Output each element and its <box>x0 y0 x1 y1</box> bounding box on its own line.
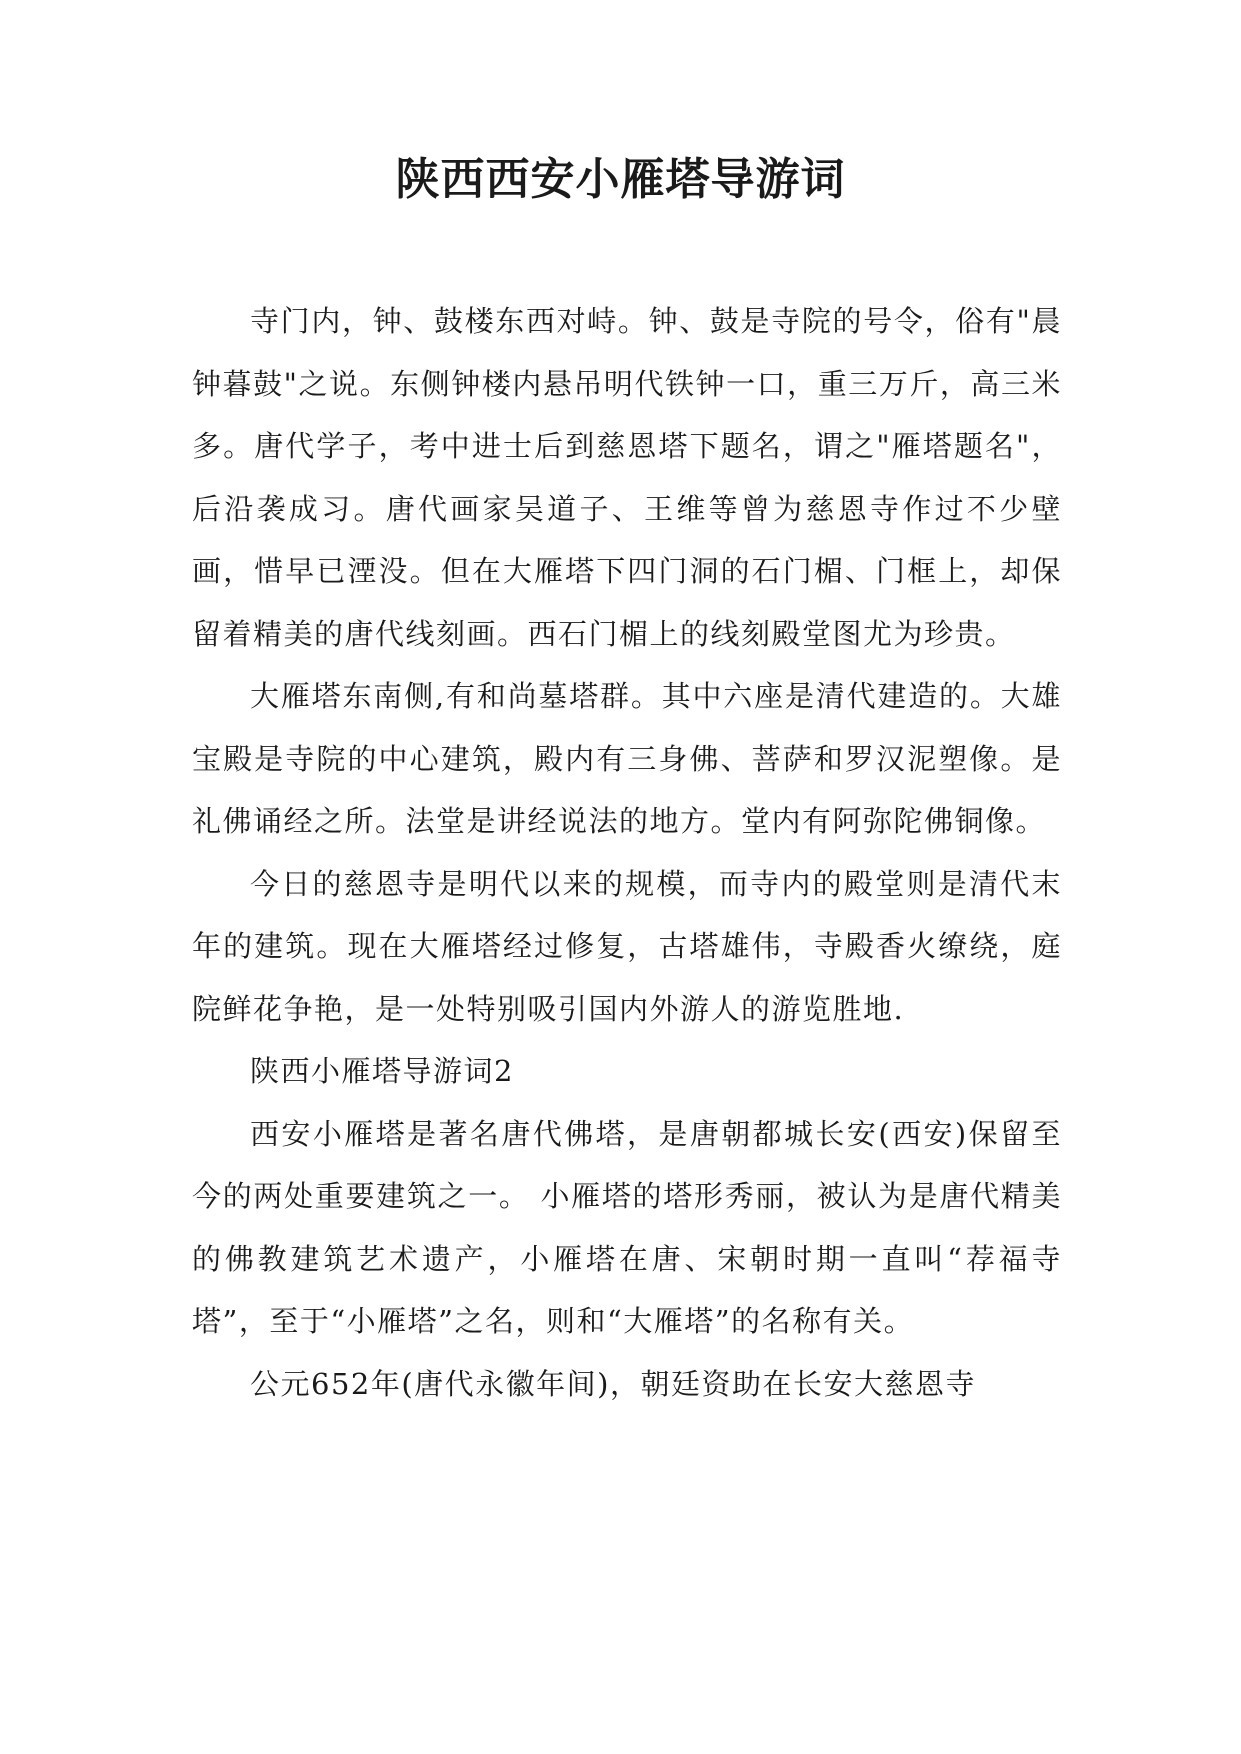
paragraph-year-652: 公元652年(唐代永徽年间)，朝廷资助在长安大慈恩寺 <box>250 1366 976 1401</box>
document-body <box>192 290 1062 1415</box>
paragraph-monk-pagodas: 大雁塔东南侧,有和尚墓塔群。其中六座是清代建造的。大雄宝殿是寺院的中心建筑，殿内有三身佛、菩萨和罗汉泥塑像。是礼佛诵经之所。法堂是讲经说法的地方。堂内有阿弥陀佛铜像。 <box>192 679 1062 838</box>
paragraph-temple-today: 今日的慈恩寺是明代以来的规模，而寺内的殿堂则是清代末年的建筑。现在大雁塔经过修复，古塔雄伟，寺殿香火缭绕，庭院鲜花争艳，是一处特别吸引国内外游人的游览胜地. <box>192 866 1062 1026</box>
paragraph-bell-drum-towers: 寺门内，钟、鼓楼东西对峙。钟、鼓是寺院的号令，俗有"晨钟暮鼓"之说。东侧钟楼内悬吊明代铁钟一口，重三万斤，高三米多。唐代学子，考中进士后到慈恩塔下题名，谓之"雁塔题名"，后沿袭成习。唐代画家吴道子、王维等曾为慈恩寺作过不少壁画，惜早已湮没。但在大雁塔下四门洞的石门楣、门框上，却保留着精美的唐代线刻画。西石门楣上的线刻殿堂图尤为珍贵。 <box>192 304 1062 651</box>
section-heading-2: 陕西小雁塔导游词2 <box>250 1054 514 1088</box>
document-title: 陕西西安小雁塔导游词 <box>395 154 846 205</box>
paragraph-small-goose-pagoda: 西安小雁塔是著名唐代佛塔，是唐朝都城长安(西安)保留至今的两处重要建筑之一。 小雁塔的塔形秀丽，被认为是唐代精美的佛教建筑艺术遗产，小雁塔在唐、宋朝时期一直叫“荐福寺塔”，至于“小雁塔”之名，则和“大雁塔”的名称有关。 <box>192 1116 1062 1338</box>
